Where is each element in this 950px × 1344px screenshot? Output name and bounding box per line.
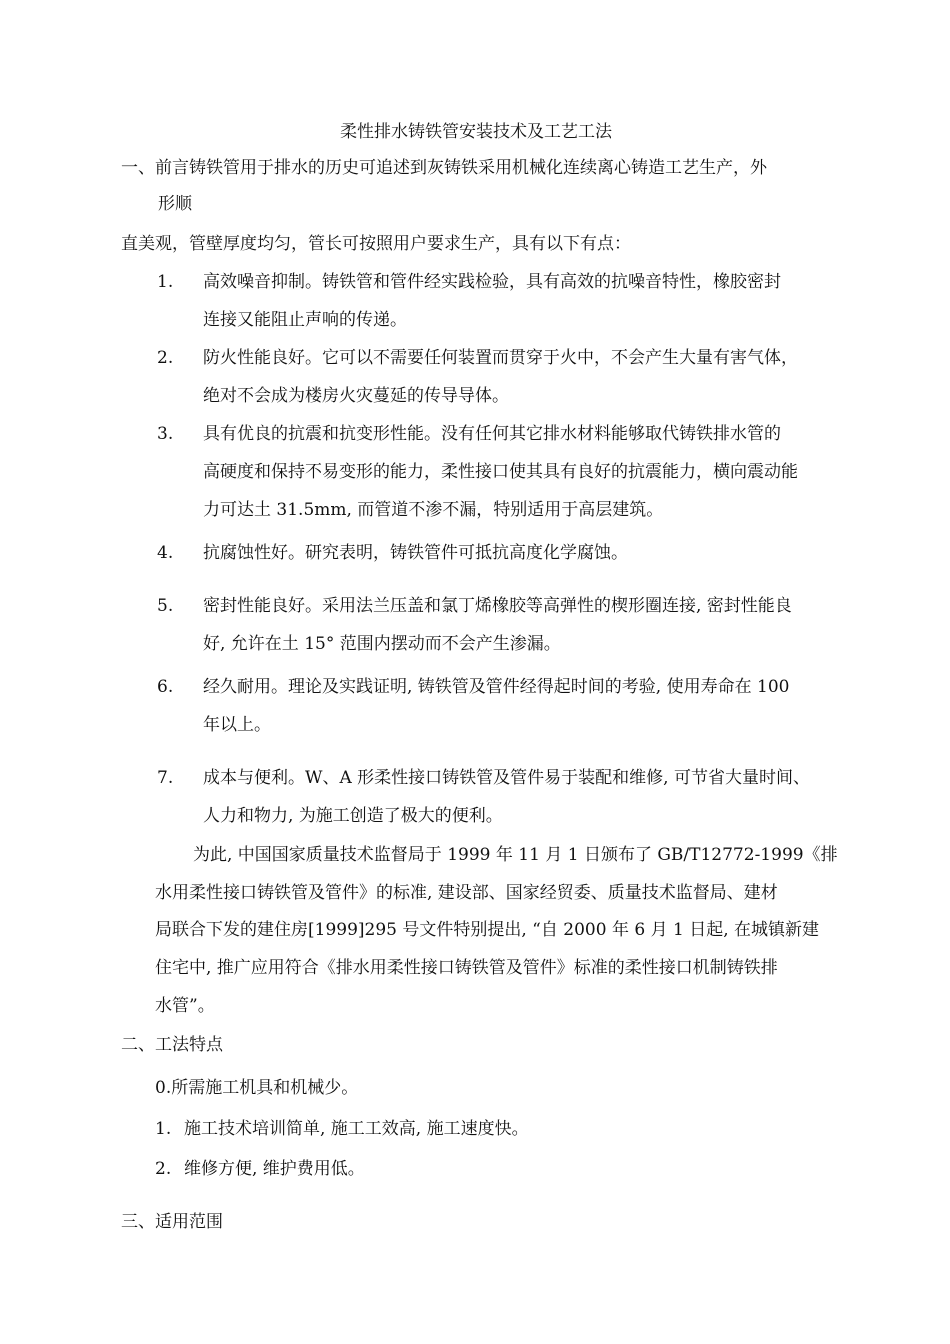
list-item-number: 1. xyxy=(155,1119,172,1139)
list-item-text: 高硬度和保持不易变形的能力，柔性接口使其具有良好的抗震能力，横向震动能 xyxy=(203,462,798,482)
section-2-heading: 二、工法特点 xyxy=(121,1035,223,1055)
paragraph-line: 局联合下发的建住房[1999]295 号文件特别提出, “自 2000 年 6 月 1 日起, 在城镇新建 xyxy=(155,920,820,940)
list-item-number: 5. xyxy=(157,596,174,616)
list-item-number: 2. xyxy=(155,1159,172,1179)
list-item-text: 抗腐蚀性好。研究表明，铸铁管件可抵抗高度化学腐蚀。 xyxy=(203,543,628,563)
list-item-text: 高效噪音抑制。铸铁管和管件经实践检验，具有高效的抗噪音特性，橡胶密封 xyxy=(203,272,781,292)
list-item-text: 成本与便利。W、A 形柔性接口铸铁管及管件易于装配和维修, 可节省大量时间、 xyxy=(203,768,810,788)
list-item-text: 维修方便, 维护费用低。 xyxy=(184,1159,365,1179)
paragraph-line: 为此, 中国国家质量技术监督局于 1999 年 11 月 1 日颁布了 GB/T12772-1999《排 xyxy=(193,845,838,865)
list-item-number: 6. xyxy=(157,677,174,697)
list-item-number: 7. xyxy=(157,768,174,788)
list-item-text: 具有优良的抗震和抗变形性能。没有任何其它排水材料能够取代铸铁排水管的 xyxy=(203,424,781,444)
list-item-text: 连接又能阻止声响的传递。 xyxy=(203,310,407,330)
list-item-text: 绝对不会成为楼房火灾蔓延的传导导体。 xyxy=(203,386,509,406)
paragraph-line: 水管”。 xyxy=(155,996,215,1016)
document-title: 柔性排水铸铁管安装技术及工艺工法 xyxy=(340,122,612,142)
paragraph-line: 住宅中, 推广应用符合《排水用柔性接口铸铁管及管件》标准的柔性接口机制铸铁排 xyxy=(155,958,778,978)
list-item-number: 1. xyxy=(157,272,174,292)
list-item-number: 3. xyxy=(157,424,174,444)
section-1-heading-continuation: 形顺 xyxy=(158,194,192,214)
section-1-heading: 一、前言铸铁管用于排水的历史可追述到灰铸铁采用机械化连续离心铸造工艺生产，外 xyxy=(121,158,767,178)
list-item-text: 0.所需施工机具和机械少。 xyxy=(155,1078,359,1098)
list-item-number: 4. xyxy=(157,543,174,563)
paragraph-line: 水用柔性接口铸铁管及管件》的标准, 建设部、国家经贸委、质量技术监督局、建材 xyxy=(155,883,778,903)
section-3-heading: 三、适用范围 xyxy=(121,1212,223,1232)
list-item-text: 年以上。 xyxy=(203,715,271,735)
list-item-text: 经久耐用。理论及实践证明, 铸铁管及管件经得起时间的考验, 使用寿命在 100 xyxy=(203,677,790,697)
list-item-text: 密封性能良好。采用法兰压盖和氯丁烯橡胶等高弹性的楔形圈连接, 密封性能良 xyxy=(203,596,792,616)
list-item-text: 防火性能良好。它可以不需要任何装置而贯穿于火中，不会产生大量有害气体， xyxy=(203,348,798,368)
list-item-text: 人力和物力, 为施工创造了极大的便利。 xyxy=(203,806,503,826)
list-item-text: 好, 允许在土 15° 范围内摆动而不会产生渗漏。 xyxy=(203,634,561,654)
list-item-text: 施工技术培训简单, 施工工效高, 施工速度快。 xyxy=(184,1119,529,1139)
list-item-text: 力可达土 31.5mm, 而管道不渗不漏，特别适用于高层建筑。 xyxy=(203,500,664,520)
list-item-number: 2. xyxy=(157,348,174,368)
section-1-intro: 直美观，管壁厚度均匀，管长可按照用户要求生产，具有以下有点： xyxy=(121,234,631,254)
